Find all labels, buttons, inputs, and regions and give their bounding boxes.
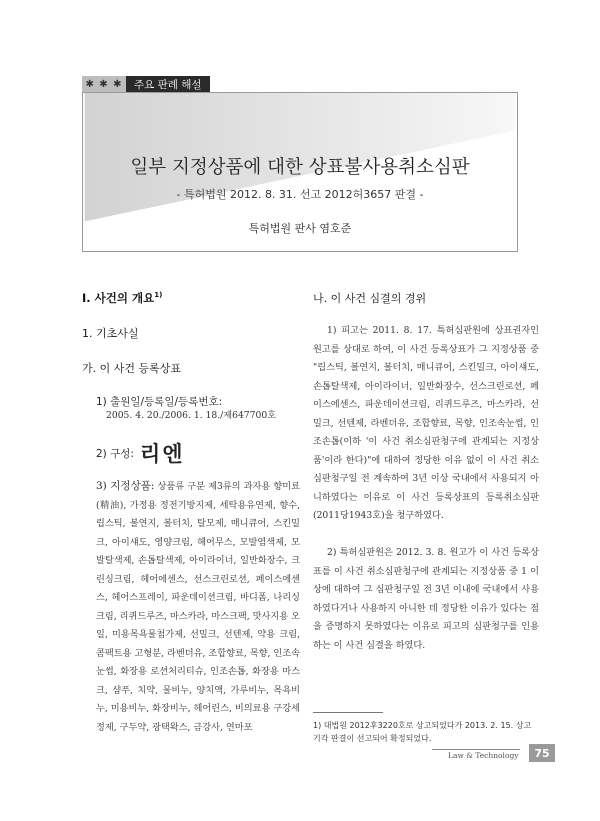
article-subtitle: - 특허법원 2012. 8. 31. 선고 2012허3657 판결 -	[176, 188, 424, 201]
stars-icon: ✱ ✱ ✱	[82, 76, 126, 93]
section-title-right: 나. 이 사건 심결의 경위	[313, 292, 427, 305]
article-author: 특허법원 판사 염호준	[248, 222, 352, 235]
headline-box	[82, 92, 518, 252]
article-title: 일부 지정상품에 대한 상표불사용취소심판	[130, 157, 470, 178]
page-number: 75	[529, 744, 555, 762]
footer-divider	[432, 749, 520, 750]
item-goods-label: 3) 지정상품:	[96, 480, 155, 492]
section-tag	[82, 76, 210, 93]
subheading-registered-mark: 가. 이 사건 등록상표	[82, 362, 181, 375]
subheading-basic-facts: 1. 기초사실	[82, 327, 139, 340]
footnote-ref: 1)	[154, 291, 163, 300]
journal-name: Law & Technology	[448, 751, 519, 760]
item-composition-label: 2) 구성:	[96, 447, 134, 460]
item-registration-label: 1) 출원일/등록일/등록번호:	[96, 396, 223, 408]
item-registration-value: 2005. 4. 20./2006. 1. 18./제647700호	[106, 410, 277, 421]
footnote-divider	[313, 712, 383, 713]
item-designated-goods	[96, 477, 300, 737]
paragraph-1: 1) 피고는 2011. 8. 17. 특허심판원에 상표권자인 원고를 상대로 하여, 이 사건 등록상표가 그 지정상품 중 "립스틱, 볼연지, 볼터치, 매니큐어, 스킨밀크, 아이섀도, 손톱탈색제, 아이라이너, 일반화장수, 선스크린로션, 페이스에센스, 파운데이션크림, 리퀴드루즈, 마스카라, 선밀크, 선텐제, 라벤더유, 조합향료, 목향, 인조속눈썹, 인조손톱(이하 '이 사건 취소심판청구에 관계되는 지정상품'이라 한다)"에 대하여 정당한 이유 없이 이 사건 취소심판청구일 전 계속하여 3년 이상 국내에서 사용되지 아니하였다는 이유로 이 사건 등록상표의 등록취소심판(2011당1943호)을 청구하였다.	[313, 325, 539, 521]
trademark-mark: 리엔	[139, 441, 185, 466]
section-title-text: I. 사건의 개요	[82, 291, 155, 305]
section-title-left	[82, 290, 162, 306]
item-composition	[96, 438, 185, 468]
section-tag-label: 주요 판례 해설	[126, 76, 210, 93]
item-goods-text: 상품류 구분 제3류의 과자용 향미료(精油), 가정용 정전기방지제, 세탁용유연제, 향수, 립스틱, 볼연지, 볼터치, 탈모제, 매니큐어, 스킨밀크, 아이섀도, 영양크림, 헤어무스, 모발염색제, 모발탈색제, 손톱탈색제, 아이라이너, 일반화장수, 크린싱크림, 헤어에센스, 선스크린로션, 페이스에센스, 헤어스프레이, 파운데이션크림, 바디폼, 나리싱크림, 리퀴드루즈, 마스카라, 마스크팩, 맛사지용 오일, 미용목욕물첨가제, 선밀크, 선텐제, 약용 크림, 콤팩트용 고형분, 라벤더유, 조합향료, 목향, 인조속눈썹, 화장용 로션처리티슈, 인조손톱, 화장용 마스크, 샴푸, 치약, 물비누, 양치액, 가루비누, 목욕비누, 미용비누, 화장비누, 헤어린스, 비의료용 구강세정제, 구두약, 광택왁스, 금강사, 연마포	[96, 481, 301, 733]
footnote: 1) 대법원 2012후3220호로 상고되었다가 2013. 2. 15. 상고기각 판결이 선고되어 확정되었다.	[313, 721, 532, 743]
paragraph-2: 2) 특허심판원은 2012. 3. 8. 원고가 이 사건 등록상표를 이 사건 취소심판청구에 관계되는 지정상품 중 1 이상에 대하여 그 심판청구일 전 3년 이내에 국내에서 사용하였다거나 사용하지 아니한 데 정당한 이유가 있다는 점을 증명하지 못하였다는 이유로 피고의 심판청구를 인용하는 이 사건 심결을 하였다.	[313, 547, 539, 651]
